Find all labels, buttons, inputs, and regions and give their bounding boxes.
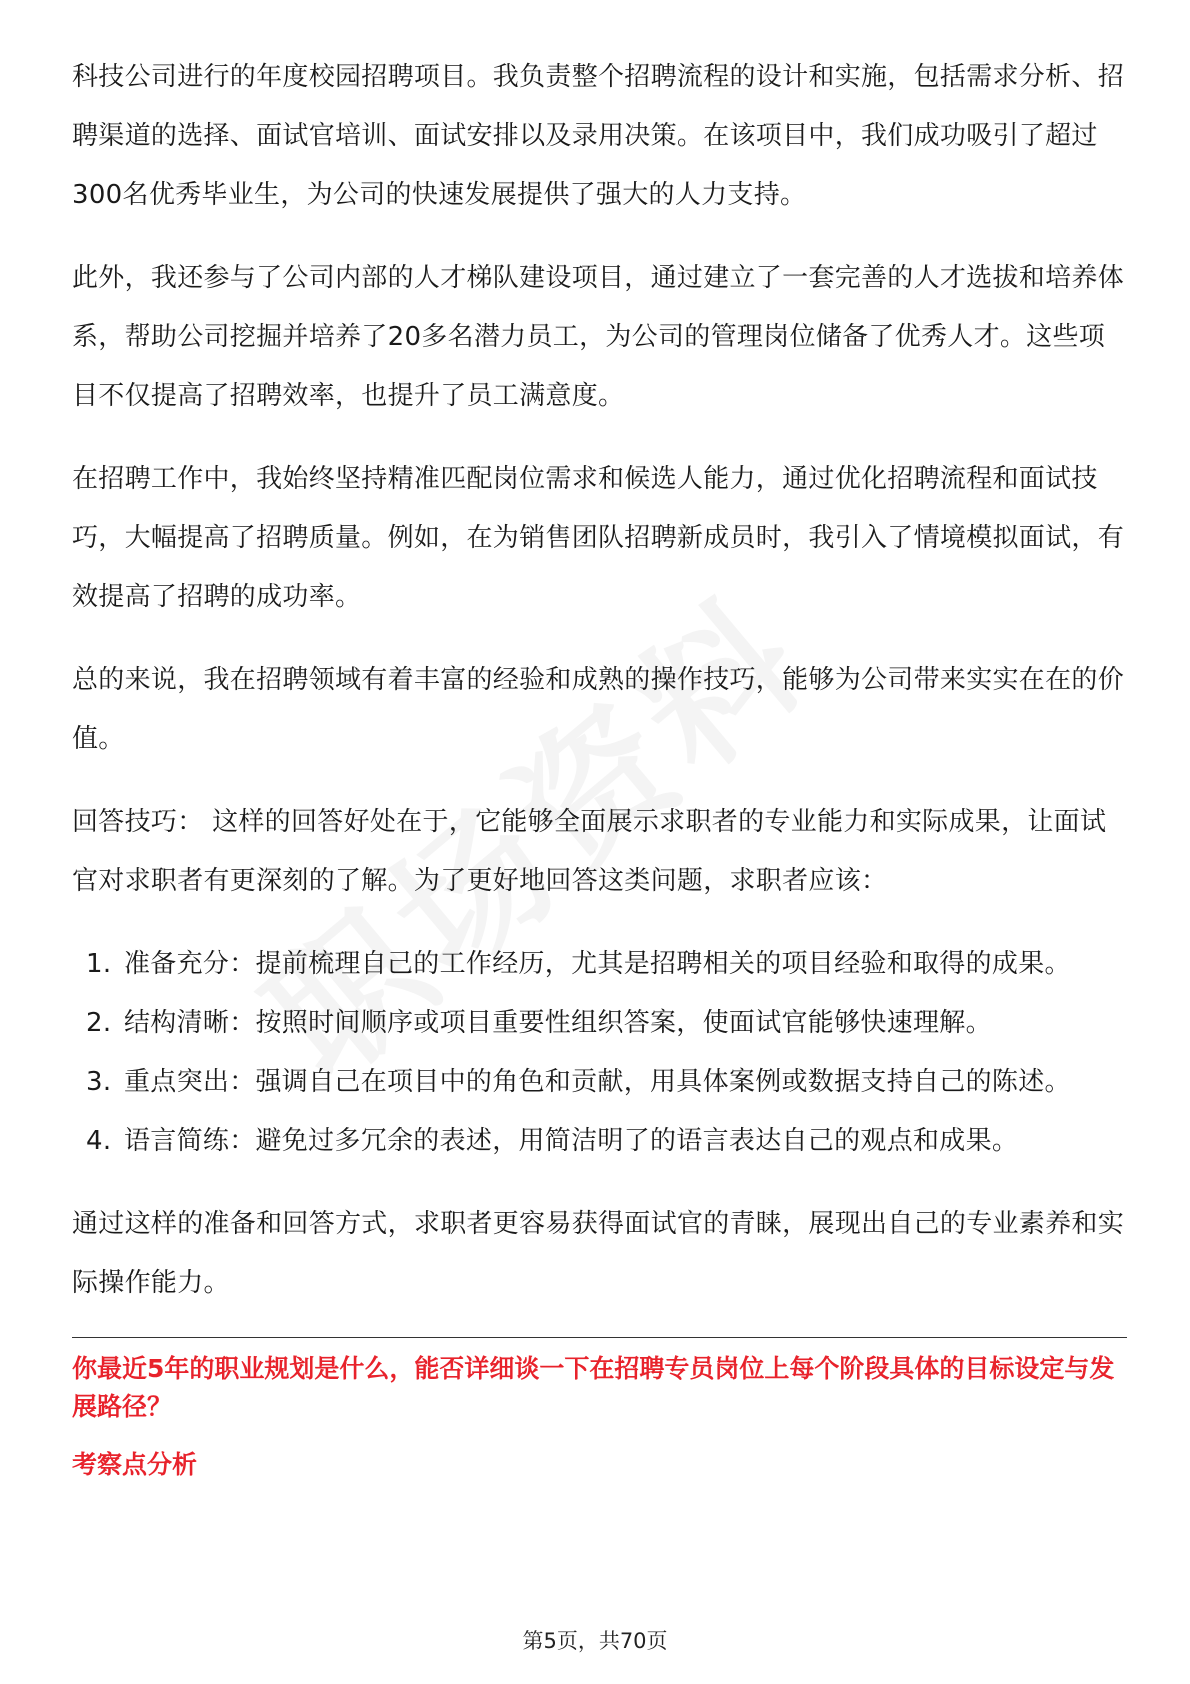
list-item-number: 3.	[86, 1067, 112, 1097]
paragraph-summary: 总的来说，我在招聘领域有着丰富的经验和成熟的操作技巧，能够为公司带来实实在在的价值。	[72, 665, 1125, 754]
section-title: 考察点分析	[72, 1450, 198, 1479]
page-footer: 第5页，共70页	[522, 1629, 668, 1653]
list-item-number: 2.	[86, 1008, 112, 1038]
list-item-text: 语言简练：避免过多冗余的表述，用简洁明了的语言表达自己的观点和成果。	[124, 1126, 1019, 1156]
list-item-number: 4.	[86, 1126, 112, 1156]
paragraph-project-talent: 此外，我还参与了公司内部的人才梯队建设项目，通过建立了一套完善的人才选拔和培养体系，帮助公司挖掘并培养了20多名潜力员工，为公司的管理岗位储备了优秀人才。这些项目不仅提高了招聘效率，也提升了员工满意度。	[72, 263, 1125, 411]
list-item	[72, 1112, 1127, 1171]
list-item-text: 重点突出：强调自己在项目中的角色和贡献，用具体案例或数据支持自己的陈述。	[124, 1067, 1071, 1097]
paragraph-recruiting-quality: 在招聘工作中，我始终坚持精准匹配岗位需求和候选人能力，通过优化招聘流程和面试技巧，大幅提高了招聘质量。例如，在为销售团队招聘新成员时，我引入了情境模拟面试，有效提高了招聘的成功率。	[72, 464, 1125, 612]
list-item	[72, 994, 1127, 1053]
section-divider	[72, 1337, 1127, 1338]
page-content	[72, 48, 1127, 1484]
paragraph-project-campus: 科技公司进行的年度校园招聘项目。我负责整个招聘流程的设计和实施，包括需求分析、招聘渠道的选择、面试官培训、面试安排以及录用决策。在该项目中，我们成功吸引了超过300名优秀毕业生，为公司的快速发展提供了强大的人力支持。	[72, 62, 1125, 210]
paragraph-answer-tips: 回答技巧： 这样的回答好处在于，它能够全面展示求职者的专业能力和实际成果，让面试官对求职者有更深刻的了解。为了更好地回答这类问题，求职者应该：	[72, 807, 1107, 896]
question-heading: 你最近5年的职业规划是什么，能否详细谈一下在招聘专员岗位上每个阶段具体的目标设定与发展路径？	[72, 1354, 1115, 1421]
list-item	[72, 1053, 1127, 1112]
list-item-number: 1.	[86, 949, 112, 979]
list-item-text: 结构清晰：按照时间顺序或项目重要性组织答案，使面试官能够快速理解。	[124, 1008, 992, 1038]
list-item	[72, 935, 1127, 994]
tips-list	[72, 935, 1127, 1171]
paragraph-closing: 通过这样的准备和回答方式，求职者更容易获得面试官的青睐，展现出自己的专业素养和实际操作能力。	[72, 1209, 1125, 1298]
list-item-text: 准备充分：提前梳理自己的工作经历，尤其是招聘相关的项目经验和取得的成果。	[124, 949, 1071, 979]
